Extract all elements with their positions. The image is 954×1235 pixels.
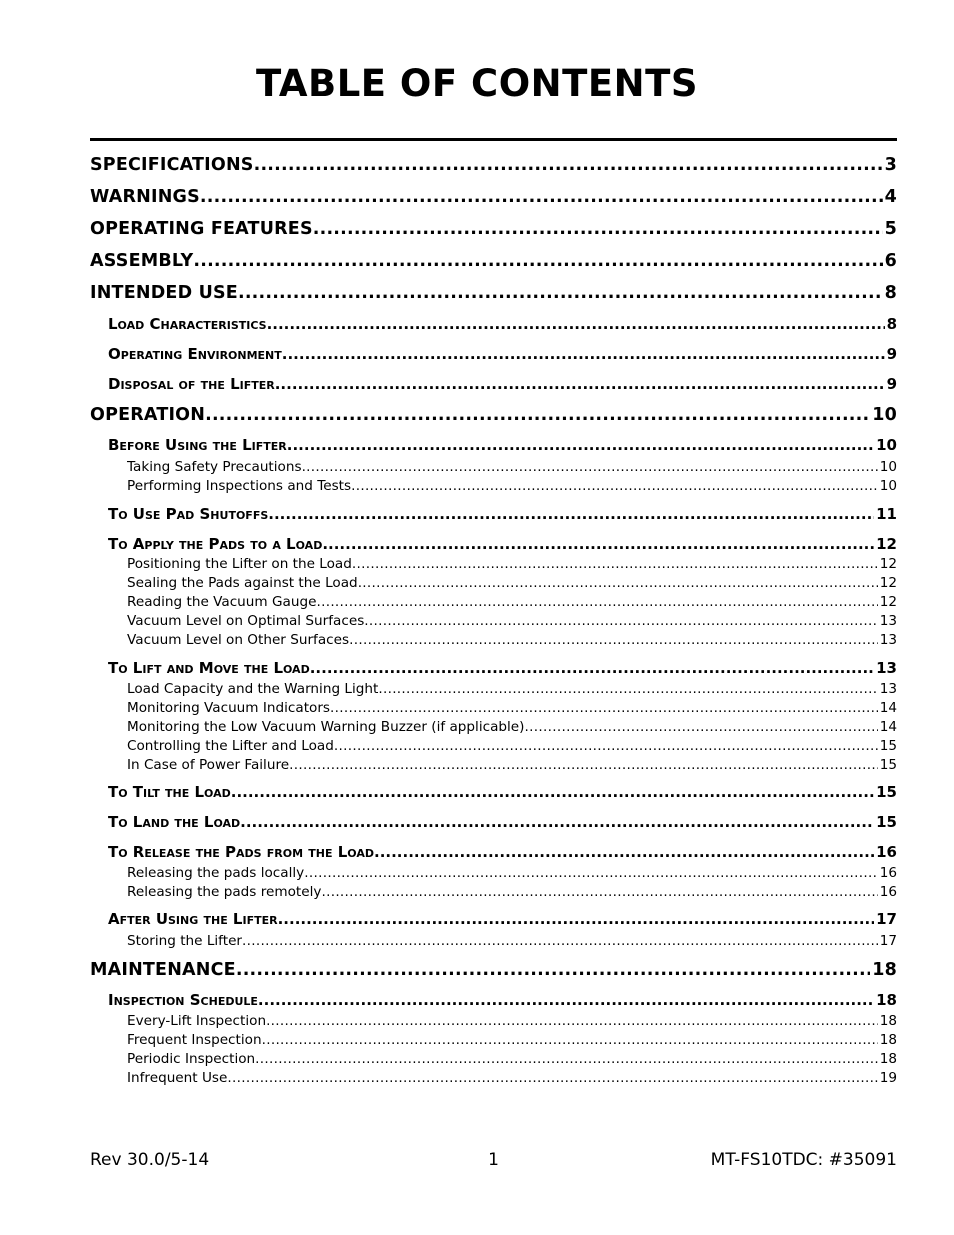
toc-leader-dots bbox=[351, 478, 878, 494]
footer-page-number: 1 bbox=[488, 1150, 499, 1170]
toc-entry-page: 19 bbox=[879, 1070, 897, 1086]
toc-entry-title: To Land the Load bbox=[108, 813, 241, 831]
toc-leader-dots bbox=[364, 613, 877, 629]
toc-entry-page: 10 bbox=[879, 478, 897, 494]
toc-entry-title: OPERATION bbox=[90, 405, 206, 425]
toc-leader-dots bbox=[236, 960, 870, 980]
toc-entry bbox=[90, 187, 897, 207]
toc-entry-page: 9 bbox=[886, 375, 897, 393]
toc-entry bbox=[127, 719, 897, 735]
toc-entry-page: 5 bbox=[884, 219, 897, 239]
toc-entry-page: 16 bbox=[879, 884, 897, 900]
toc-entry bbox=[127, 613, 897, 629]
toc-leader-dots bbox=[302, 459, 878, 475]
toc-entry bbox=[90, 283, 897, 303]
toc-entry bbox=[127, 1070, 897, 1086]
toc-entry-title: Sealing the Pads against the Load bbox=[127, 575, 358, 591]
toc-leader-dots bbox=[330, 700, 878, 716]
toc-entry bbox=[108, 843, 897, 861]
toc-entry-page: 13 bbox=[876, 659, 897, 677]
toc-entry-title: Storing the Lifter bbox=[127, 933, 243, 949]
toc-entry-page: 12 bbox=[879, 575, 897, 591]
toc-entry-page: 12 bbox=[876, 535, 897, 553]
toc-entry-page: 14 bbox=[879, 719, 897, 735]
toc-entry-page: 18 bbox=[872, 960, 897, 980]
toc-entry-title: To Use Pad Shutoffs bbox=[108, 505, 269, 523]
toc-entry-title: Vacuum Level on Other Surfaces bbox=[127, 632, 350, 648]
toc-entry-page: 14 bbox=[879, 700, 897, 716]
toc-entry-page: 15 bbox=[879, 757, 897, 773]
toc-entry bbox=[108, 505, 897, 523]
toc-leader-dots bbox=[316, 594, 877, 610]
toc-entry bbox=[127, 556, 897, 572]
toc-leader-dots bbox=[242, 933, 878, 949]
toc-entry-page: 6 bbox=[884, 251, 897, 271]
toc-entry bbox=[108, 991, 897, 1009]
toc-entry-page: 13 bbox=[879, 632, 897, 648]
toc-entry-title: OPERATING FEATURES bbox=[90, 219, 313, 239]
toc-leader-dots bbox=[231, 783, 874, 801]
toc-leader-dots bbox=[238, 283, 883, 303]
toc-entry bbox=[127, 1051, 897, 1067]
toc-entry-page: 16 bbox=[879, 865, 897, 881]
toc-entry-title: To Release the Pads from the Load bbox=[108, 843, 375, 861]
toc-entry bbox=[127, 478, 897, 494]
toc-entry bbox=[127, 459, 897, 475]
toc-entry bbox=[127, 1013, 897, 1029]
toc-leader-dots bbox=[205, 405, 870, 425]
toc-entry bbox=[90, 405, 897, 425]
toc-entry bbox=[127, 594, 897, 610]
toc-entry-page: 17 bbox=[876, 910, 897, 928]
toc-entry bbox=[108, 315, 897, 333]
toc-leader-dots bbox=[378, 681, 877, 697]
toc-entry bbox=[90, 251, 897, 271]
toc-leader-dots bbox=[313, 219, 883, 239]
toc-entry-title: After Using the Lifter bbox=[108, 910, 278, 928]
toc-entry-title: Before Using the Lifter bbox=[108, 436, 287, 454]
toc-entry-title: Controlling the Lifter and Load bbox=[127, 738, 334, 754]
toc-leader-dots bbox=[268, 505, 874, 523]
toc-leader-dots bbox=[266, 1013, 878, 1029]
toc-leader-dots bbox=[258, 991, 874, 1009]
toc-entry-page: 12 bbox=[879, 556, 897, 572]
page-footer bbox=[90, 1150, 897, 1174]
toc-leader-dots bbox=[334, 738, 878, 754]
toc-leader-dots bbox=[227, 1070, 877, 1086]
toc-leader-dots bbox=[275, 375, 885, 393]
toc-entry bbox=[108, 375, 897, 393]
toc-entry bbox=[127, 933, 897, 949]
toc-entry-page: 18 bbox=[876, 991, 897, 1009]
table-of-contents bbox=[90, 0, 897, 1110]
toc-entry-title: Every-Lift Inspection bbox=[127, 1013, 267, 1029]
toc-entry bbox=[108, 345, 897, 363]
toc-entry-page: 12 bbox=[879, 594, 897, 610]
toc-leader-dots bbox=[262, 1032, 878, 1048]
toc-entry bbox=[108, 535, 897, 553]
toc-entry bbox=[90, 960, 897, 980]
toc-leader-dots bbox=[193, 251, 882, 271]
toc-entry-title: Releasing the pads remotely bbox=[127, 884, 322, 900]
toc-entry-page: 8 bbox=[886, 315, 897, 333]
toc-entry-page: 17 bbox=[879, 933, 897, 949]
toc-entry-page: 8 bbox=[884, 283, 897, 303]
toc-entry bbox=[127, 681, 897, 697]
toc-entry-title: INTENDED USE bbox=[90, 283, 238, 303]
toc-leader-dots bbox=[289, 757, 878, 773]
toc-entry-title: Vacuum Level on Optimal Surfaces bbox=[127, 613, 365, 629]
toc-leader-dots bbox=[254, 155, 883, 175]
toc-entry-title: Operating Environment bbox=[108, 345, 282, 363]
toc-entry-page: 11 bbox=[876, 505, 897, 523]
toc-entry-title: Performing Inspections and Tests bbox=[127, 478, 352, 494]
toc-entry-title: MAINTENANCE bbox=[90, 960, 236, 980]
toc-entry-title: Inspection Schedule bbox=[108, 991, 258, 1009]
toc-entry-title: Load Capacity and the Warning Light bbox=[127, 681, 379, 697]
toc-entry-page: 3 bbox=[884, 155, 897, 175]
footer-revision: Rev 30.0/5-14 bbox=[90, 1150, 210, 1170]
toc-entry-title: ASSEMBLY bbox=[90, 251, 194, 271]
toc-leader-dots bbox=[352, 556, 878, 572]
toc-entry bbox=[108, 436, 897, 454]
toc-leader-dots bbox=[304, 865, 877, 881]
toc-entry-title: Taking Safety Precautions bbox=[127, 459, 302, 475]
toc-leader-dots bbox=[287, 436, 874, 454]
toc-entry-title: SPECIFICATIONS bbox=[90, 155, 254, 175]
toc-entry-title: Positioning the Lifter on the Load bbox=[127, 556, 352, 572]
toc-leader-dots bbox=[349, 632, 878, 648]
toc-entry-page: 15 bbox=[876, 783, 897, 801]
toc-entry bbox=[127, 700, 897, 716]
toc-entry bbox=[127, 632, 897, 648]
toc-entry-page: 18 bbox=[879, 1013, 897, 1029]
toc-entry bbox=[108, 659, 897, 677]
toc-entry bbox=[127, 865, 897, 881]
toc-entry-page: 16 bbox=[876, 843, 897, 861]
toc-leader-dots bbox=[374, 843, 874, 861]
toc-entry bbox=[127, 738, 897, 754]
toc-entry bbox=[90, 219, 897, 239]
toc-leader-dots bbox=[278, 910, 875, 928]
toc-leader-dots bbox=[200, 187, 883, 207]
toc-entry-page: 10 bbox=[872, 405, 897, 425]
toc-entry-title: Periodic Inspection bbox=[127, 1051, 256, 1067]
toc-entry bbox=[127, 575, 897, 591]
toc-entry-page: 10 bbox=[879, 459, 897, 475]
toc-entry-title: Frequent Inspection bbox=[127, 1032, 262, 1048]
toc-entry-title: WARNINGS bbox=[90, 187, 200, 207]
toc-entry-title: To Lift and Move the Load bbox=[108, 659, 310, 677]
toc-entry-page: 15 bbox=[879, 738, 897, 754]
toc-entry-page: 18 bbox=[879, 1051, 897, 1067]
toc-entry-title: In Case of Power Failure bbox=[127, 757, 290, 773]
toc-entry bbox=[108, 910, 897, 928]
toc-entry-page: 15 bbox=[876, 813, 897, 831]
toc-entry-page: 18 bbox=[879, 1032, 897, 1048]
toc-leader-dots bbox=[321, 884, 877, 900]
toc-entry bbox=[108, 783, 897, 801]
toc-leader-dots bbox=[255, 1051, 878, 1067]
toc-entry-title: Load Characteristics bbox=[108, 315, 267, 333]
toc-entry bbox=[127, 757, 897, 773]
toc-leader-dots bbox=[240, 813, 874, 831]
toc-leader-dots bbox=[358, 575, 878, 591]
toc-leader-dots bbox=[310, 659, 874, 677]
toc-entry-page: 9 bbox=[886, 345, 897, 363]
toc-entry bbox=[127, 1032, 897, 1048]
toc-entry-title: To Tilt the Load bbox=[108, 783, 231, 801]
toc-entry-title: To Apply the Pads to a Load bbox=[108, 535, 323, 553]
toc-entry-page: 13 bbox=[879, 681, 897, 697]
toc-entry-page: 4 bbox=[884, 187, 897, 207]
toc-entry-title: Releasing the pads locally bbox=[127, 865, 305, 881]
toc-leader-dots bbox=[267, 315, 885, 333]
toc-entry bbox=[90, 155, 897, 175]
toc-entry-title: Disposal of the Lifter bbox=[108, 375, 275, 393]
toc-leader-dots bbox=[524, 719, 877, 735]
toc-entry-title: Reading the Vacuum Gauge bbox=[127, 594, 317, 610]
toc-entry bbox=[127, 884, 897, 900]
toc-leader-dots bbox=[322, 535, 874, 553]
toc-leader-dots bbox=[282, 345, 885, 363]
toc-entry bbox=[108, 813, 897, 831]
toc-entry-page: 13 bbox=[879, 613, 897, 629]
page-title: TABLE OF CONTENTS bbox=[256, 62, 698, 105]
toc-entry-title: Monitoring Vacuum Indicators bbox=[127, 700, 331, 716]
footer-doc-id: MT-FS10TDC: #35091 bbox=[710, 1150, 897, 1170]
toc-entry-title: Monitoring the Low Vacuum Warning Buzzer (if applicable) bbox=[127, 719, 525, 735]
toc-entry-page: 10 bbox=[876, 436, 897, 454]
toc-entry-title: Infrequent Use bbox=[127, 1070, 228, 1086]
